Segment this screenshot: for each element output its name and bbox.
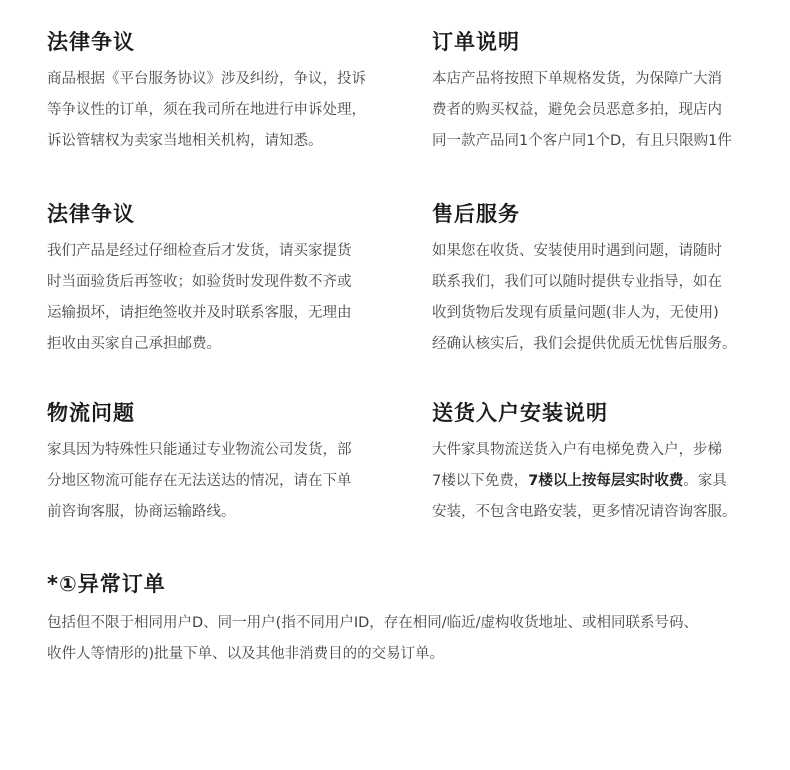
section-body [432,435,777,528]
section-abnormal-orders [47,570,767,670]
section-title: 送货入户安装说明 [432,401,608,425]
body-text: 。家具 安装，不包含电路安装，更多情况请咨询客服。 [432,473,737,520]
body-text: 大件家具物流送货入户有电梯免费入户，步梯 7楼以下免费， [432,442,722,489]
section-legal-dispute-1 [47,28,407,157]
body-highlight: 7楼以上按每层实时收费 [528,473,684,489]
section-order-notes [432,28,777,157]
section-title: 订单说明 [432,30,520,54]
section-body: 家具因为特殊性只能通过专业物流公司发货，部 分地区物流可能存在无法送达的情况，请在下单 前咨询客服，协商运输路线。 [47,442,352,520]
section-body: 本店产品将按照下单规格发货，为保障广大消 费者的购买权益，避免会员恶意多拍，现店内 同一款产品同1个客户同1个D，有且只限购1件 [432,71,732,149]
section-logistics [47,399,407,528]
section-title: 售后服务 [432,202,520,226]
section-title: 法律争议 [47,202,135,226]
section-body: 如果您在收货、安装使用时遇到问题，请随时 联系我们，我们可以随时提供专业指导，如在 收到货物后发现有质量问题(非人为，无使用) 经确认核实后，我们会提供优质无忧售后服务。 [432,243,737,352]
section-body: 包括但不限于相同用户D、同一用户(指不同用户ID，存在相同/临近/虚构收货地址、或相同联系号码、 收件人等情形的)批量下单、以及其他非消费目的的交易订单。 [47,615,699,662]
section-title: *①异常订单 [47,572,166,596]
section-legal-dispute-2 [47,200,407,360]
section-body: 商品根据《平台服务协议》涉及纠纷，争议，投诉 等争议性的订单，须在我司所在地进行申诉处理， 诉讼管辖权为卖家当地相关机构，请知悉。 [47,71,366,149]
section-delivery-installation [432,399,777,528]
section-title: 法律争议 [47,30,135,54]
section-body: 我们产品是经过仔细检查后才发货，请买家提货 时当面验货后再签收；如验货时发现件数不齐或 运输损坏，请拒绝签收并及时联系客服，无理由 拒收由买家自己承担邮费。 [47,243,352,352]
section-after-sales [432,200,777,360]
section-title: 物流问题 [47,401,135,425]
